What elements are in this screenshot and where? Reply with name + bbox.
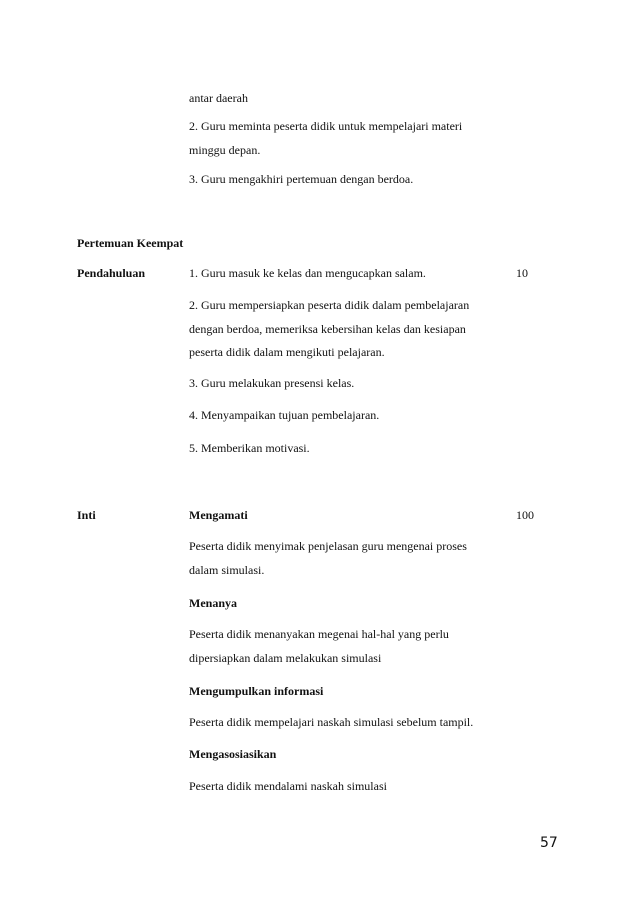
pendahuluan-step-4: 4. Menyampaikan tujuan pembelajaran. bbox=[189, 408, 380, 422]
inti-mengasosiasikan-text: Peserta didik mendalami naskah simulasi bbox=[189, 779, 387, 793]
inti-mengamati-text-b: dalam simulasi. bbox=[189, 563, 265, 577]
pendahuluan-step-2a: 2. Guru mempersiapkan peserta didik dalam pembelajaran bbox=[189, 298, 470, 312]
prev-line-2a: 2. Guru meminta peserta didik untuk mempelajari materi bbox=[189, 119, 463, 133]
inti-heading-mengumpulkan: Mengumpulkan informasi bbox=[189, 684, 324, 698]
pendahuluan-step-2b: dengan berdoa, memeriksa kebersihan kelas dan kesiapan bbox=[189, 322, 466, 336]
pendahuluan-time: 10 bbox=[516, 266, 528, 280]
page-number: 57 bbox=[540, 835, 558, 851]
inti-mengamati-text-a: Peserta didik menyimak penjelasan guru mengenai proses bbox=[189, 539, 467, 553]
pendahuluan-step-2c: peserta didik dalam mengikuti pelajaran. bbox=[189, 345, 385, 359]
pendahuluan-label: Pendahuluan bbox=[77, 266, 146, 280]
pendahuluan-step-1: 1. Guru masuk ke kelas dan mengucapkan salam. bbox=[189, 266, 426, 280]
prev-line-2b: minggu depan. bbox=[189, 143, 261, 157]
prev-line-1: antar daerah bbox=[189, 91, 248, 105]
section-title: Pertemuan Keempat bbox=[77, 236, 184, 250]
inti-heading-mengamati: Mengamati bbox=[189, 508, 248, 522]
inti-mengumpulkan-text: Peserta didik mempelajari naskah simulasi sebelum tampil. bbox=[189, 715, 474, 729]
inti-menanya-text-b: dipersiapkan dalam melakukan simulasi bbox=[189, 651, 382, 665]
inti-heading-menanya: Menanya bbox=[189, 596, 237, 610]
prev-line-3: 3. Guru mengakhiri pertemuan dengan berdoa. bbox=[189, 172, 414, 186]
pendahuluan-step-3: 3. Guru melakukan presensi kelas. bbox=[189, 376, 355, 390]
inti-time: 100 bbox=[516, 508, 534, 522]
inti-menanya-text-a: Peserta didik menanyakan megenai hal-hal yang perlu bbox=[189, 627, 449, 641]
inti-label: Inti bbox=[77, 508, 96, 522]
pendahuluan-step-5: 5. Memberikan motivasi. bbox=[189, 441, 310, 455]
inti-heading-mengasosiasikan: Mengasosiasikan bbox=[189, 747, 277, 761]
